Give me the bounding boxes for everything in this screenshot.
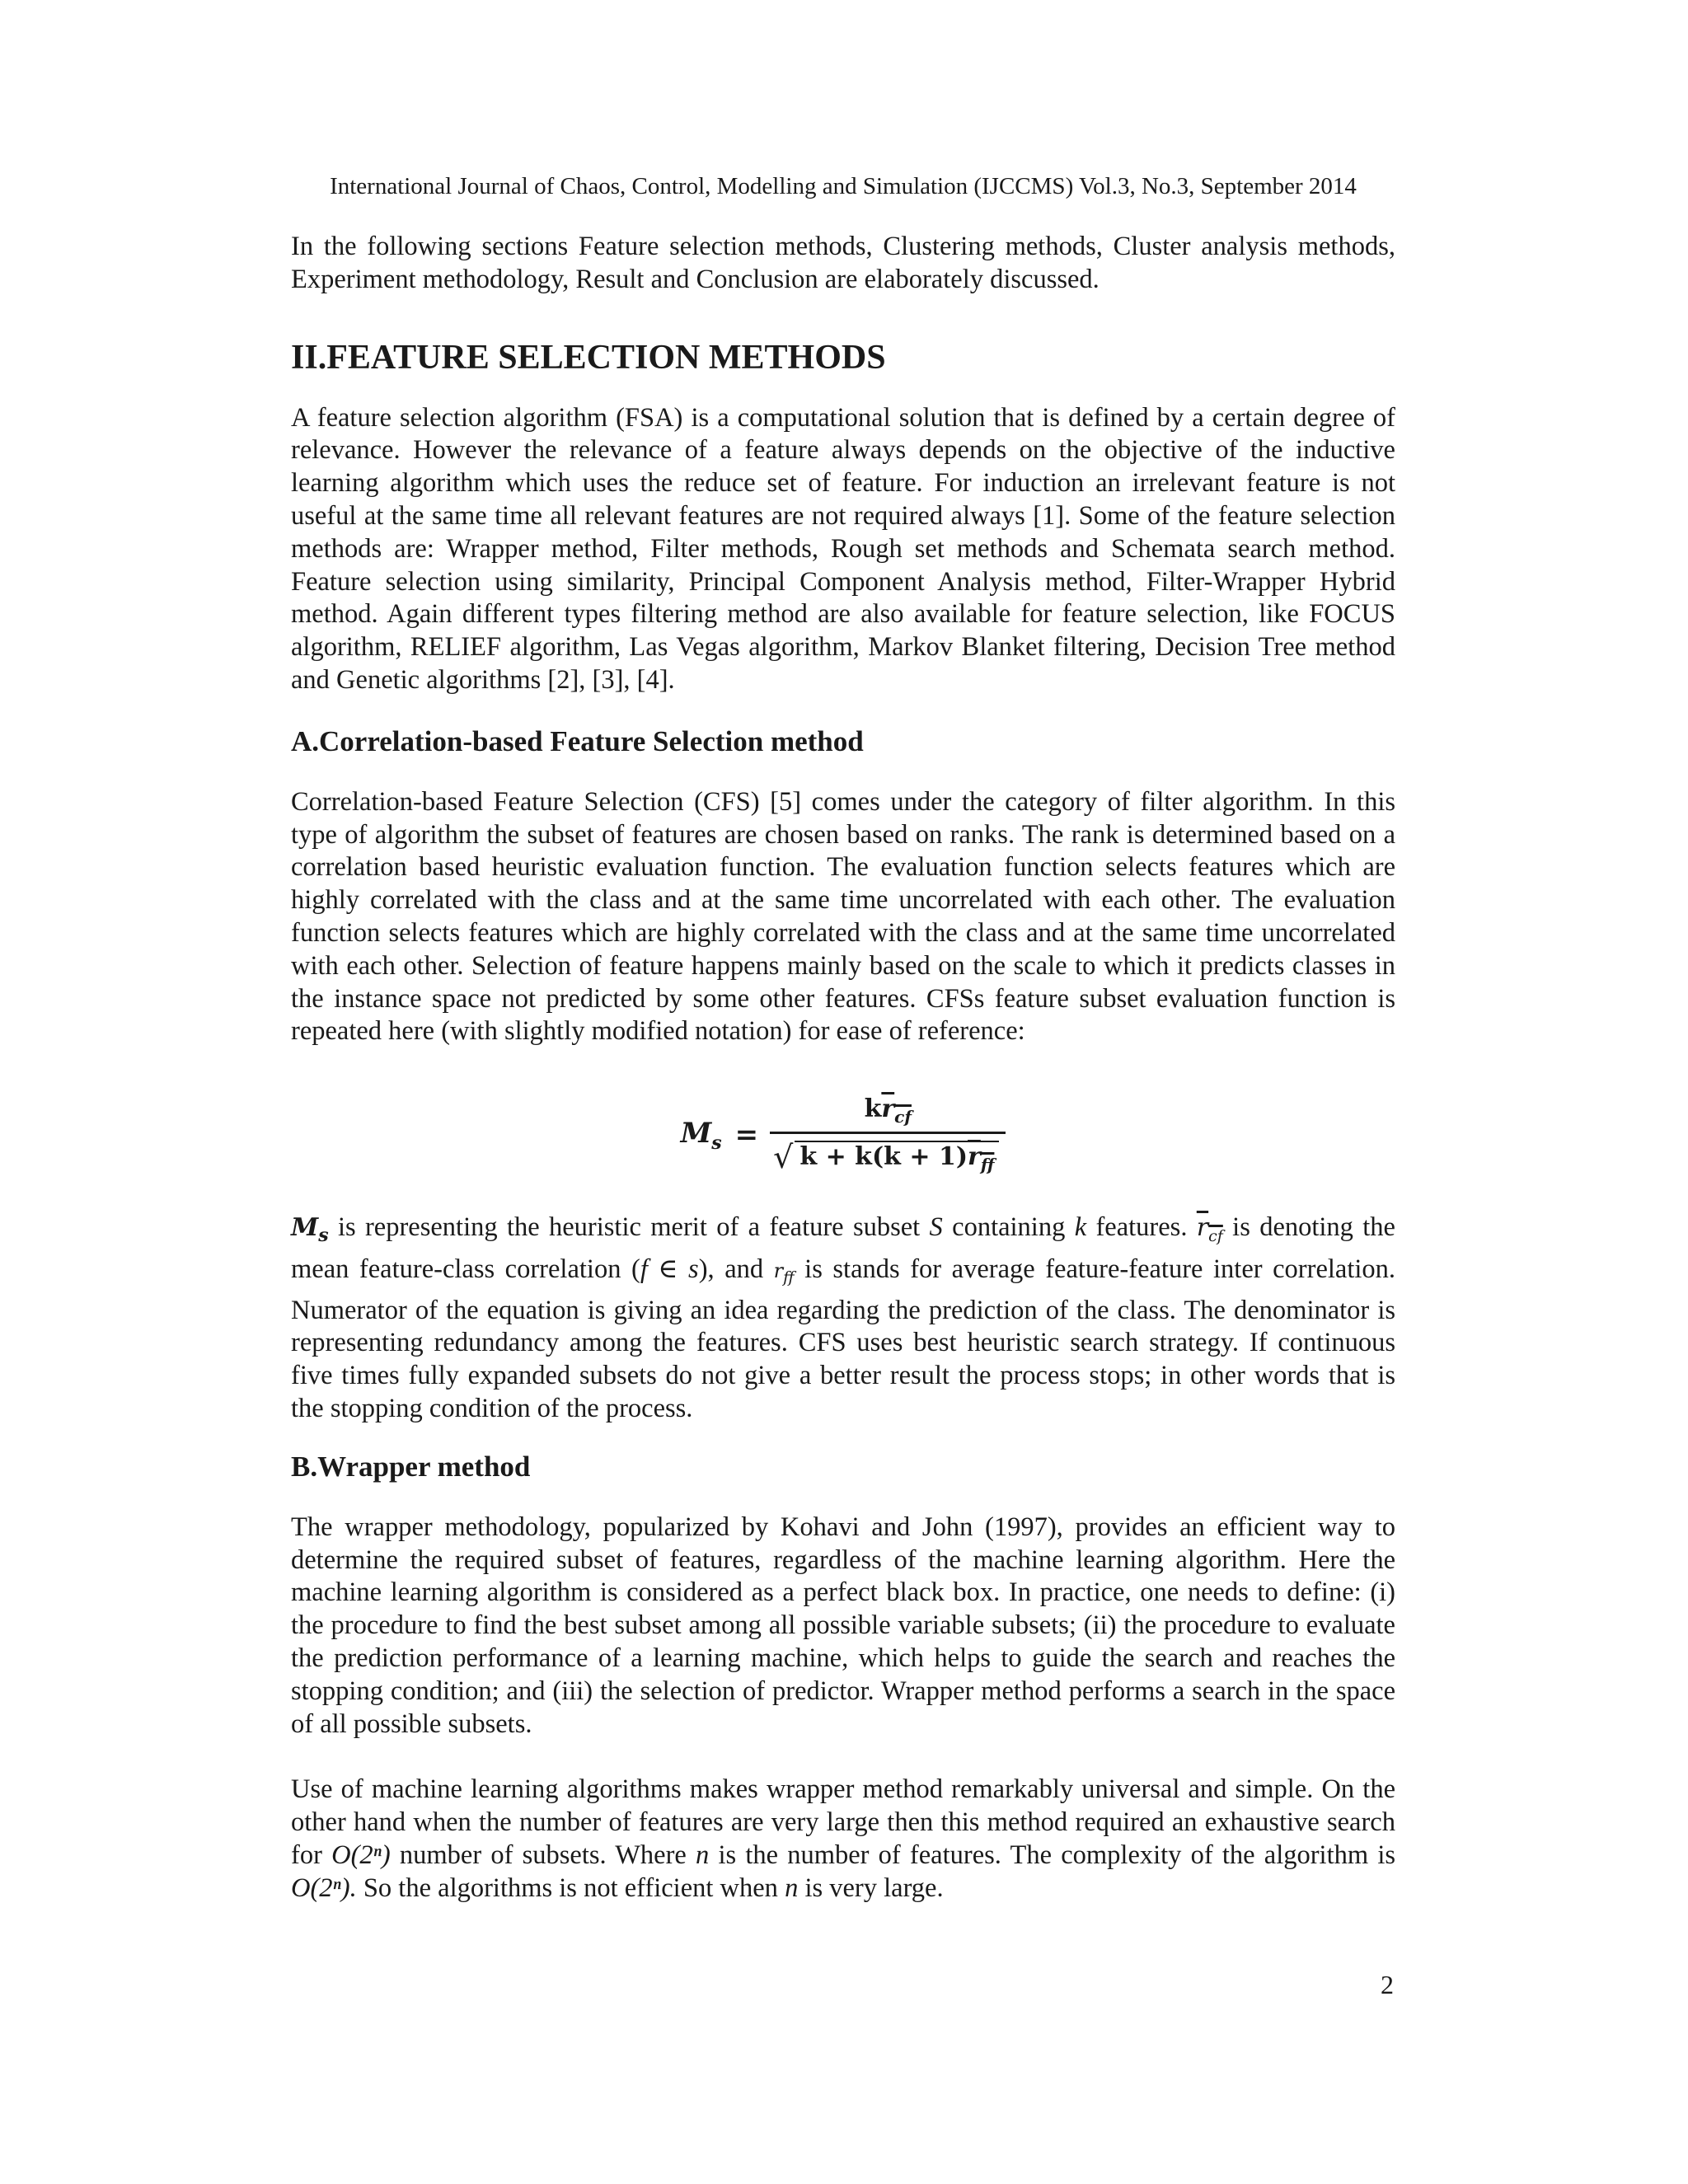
merit-formula [291,1090,1395,1180]
formula-denominator: √ $k + k(k + 1)r_{ff}$ [770,1132,1006,1175]
wrapper-paragraph-1: The wrapper methodology, popularized by Kohavi and John (1997), provides an efficient way to determine the required subset of features, regardless of the machine learning algorithm. Here the machine learning algorithm is considered as a perfect black box. In practice, one needs to define: (i) the procedure to find the best subset among all possible variable subsets; (ii) the procedure to evaluate the prediction performance of a learning machine, which helps to guide the search and reaches the stopping condition; and (iii) the selection of predictor. Wrapper method performs a search in the space of all possible subsets. [291,1511,1395,1739]
complexity-expression: O(2ⁿ) [331,1840,391,1870]
cfs-paragraph: Correlation-based Feature Selection (CFS) [5] comes under the category of filter algorithm. In this type of algorithm the subset of features are chosen based on ranks. The rank is determined based on a correlation based heuristic evaluation function. The evaluation function selects features which are highly correlated with the class and at the same time uncorrelated with each other. The evaluation function selects features which are highly correlated with the class and at the same time uncorrelated with each other. Selection of feature happens mainly based on the scale to which it predicts classes in the instance space not predicted by some other features. CFSs feature subset evaluation function is repeated here (with slightly modified notation) for ease of reference: [291,786,1395,1047]
complexity-expression: O(2ⁿ). [291,1872,357,1903]
page-content [291,231,1395,1905]
subsection-title-wrapper: B.Wrapper method [291,1450,531,1483]
section-title-feature-selection: II.FEATURE SELECTION METHODS [291,338,886,377]
rff-symbol: $r_{ff}$ [773,1258,795,1286]
journal-header: International Journal of Chaos, Control, Modelling and Simulation (IJCCMS) Vol.3, No.3, September 2014 [330,173,1357,199]
formula-explanation-paragraph: $M_s$ is representing the heuristic merit of a feature subset S containing k features. $r_{cf}$ is denoting the mean feature-class correlation (f ∈ s), and $r_{ff}$ is stands for average feature-feature inter correlation. Numerator of the equation is giving an idea regarding the prediction of the class. The denominator is representing redundancy among the features. CFS uses best heuristic search strategy. If continuous five times fully expanded subsets do not give a better result the process stops; in other words that is the stopping condition of the process. [291,1212,1396,1423]
formula-equals: = [734,1118,759,1152]
wrapper-paragraph-2: Use of machine learning algorithms makes wrapper method remarkably universal and simple. On the other hand when the number of features are very large then this method required an exhaustive search for O(2ⁿ) number of subsets. Where n is the number of features. The complexity of the algorithm is O(2ⁿ). So the algorithms is not efficient when n is very large. [291,1774,1395,1903]
formula-fraction [770,1094,1006,1175]
formula-lhs: $M_s$ [680,1116,722,1154]
feature-selection-paragraph: A feature selection algorithm (FSA) is a computational solution that is defined by a certain degree of relevance. However the relevance of a feature always depends on the objective of the inductive learning algorithm which uses the reduce set of feature. For induction an irrelevant feature is not useful at the same time all relevant features are not required always [1]. Some of the feature selection methods are: Wrapper method, Filter methods, Rough set methods and Schemata search method. Feature selection using similarity, Principal Component Analysis method, Filter-Wrapper Hybrid method. Again different types filtering method are also available for feature selection, like FOCUS algorithm, RELIEF algorithm, Las Vegas algorithm, Markov Blanket filtering, Decision Tree method and Genetic algorithms [2], [3], [4]. [291,402,1395,695]
subsection-title-cfs: A.Correlation-based Feature Selection method [291,724,864,757]
formula-numerator: $kr_{cf}$ [864,1094,912,1127]
merit-symbol: $M_s$ [291,1213,329,1247]
rcf-symbol: $r_{cf}$ [1196,1213,1223,1246]
sqrt-symbol: √ [773,1139,794,1176]
intro-paragraph: In the following sections Feature selection methods, Clustering methods, Cluster analysis methods, Experiment methodology, Result and Conclusion are elaborately discussed. [291,232,1395,294]
page-number: 2 [1381,1970,1394,1999]
